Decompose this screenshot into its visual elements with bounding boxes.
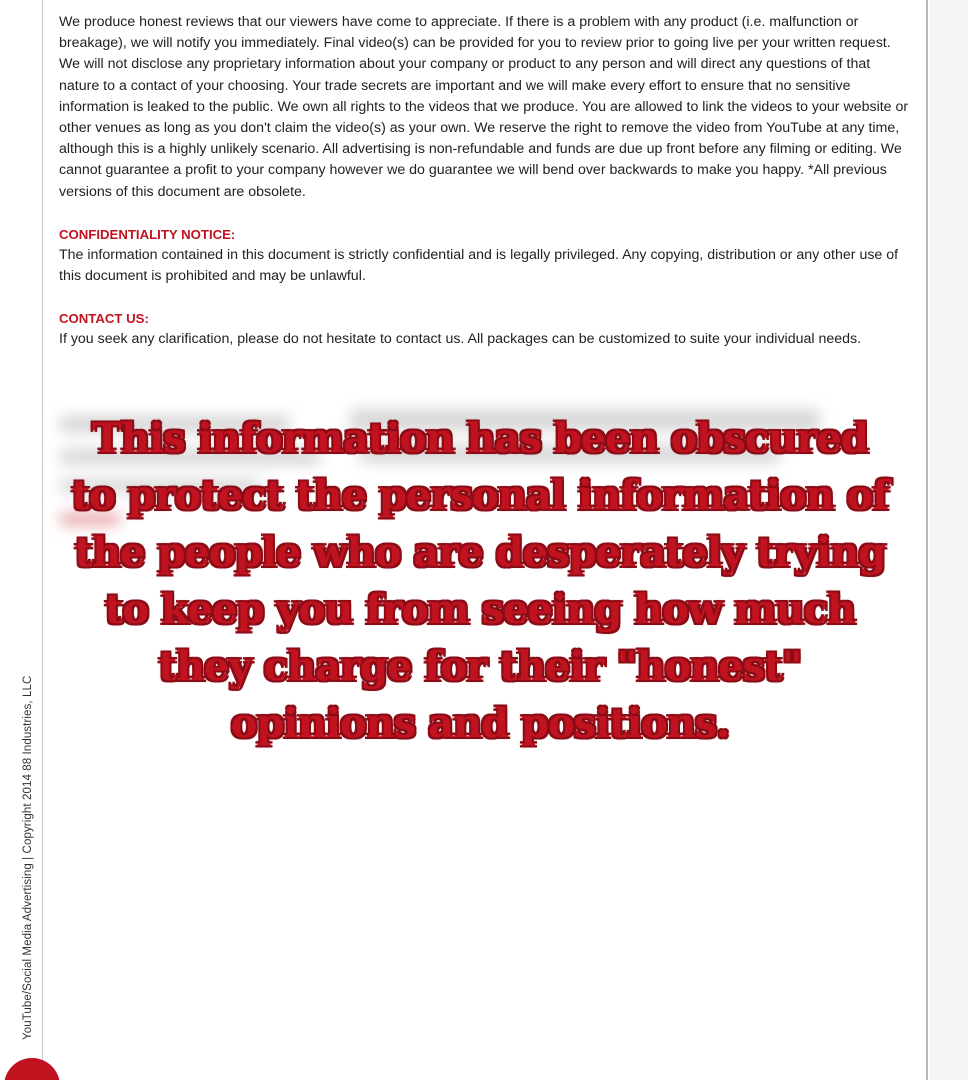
overlay-line: to keep you from seeing how much: [104, 586, 856, 633]
confidentiality-heading: CONFIDENTIALITY NOTICE:: [59, 226, 236, 242]
overlay-line: opinions and positions.: [230, 700, 730, 747]
left-margin: [0, 0, 42, 1080]
overlay-line: they charge for their "honest": [158, 643, 802, 690]
terms-paragraph: We produce honest reviews that our viewers have come to appreciate. If there is a problem with any product (i.e. malfunction or breakage), we will notify you immediately. Final video(s) can be provided for you to review prior to going live per your written request. We will not disclose any proprietary information about your company or product to any person and will direct any questions of that nature to a contact of your choosing. Your trade secrets are important and we will make every effort to ensure that no sensitive information is leaked to the public. We own all rights to the videos that we produce. You are allowed to link the videos to your website or other venues as long as you don't claim the video(s) as your own. We reserve the right to remove the video from YouTube at any time, although this is a highly unlikely scenario. All advertising is non-refundable and funds are due up front before any filming or editing. We cannot guarantee a profit to your company however we do guarantee we will bend over backwards to make you happy. *All previous versions of this document are obsolete.: [59, 14, 909, 200]
overlay-line: to protect the personal information of: [71, 472, 889, 519]
contact-heading: CONTACT US:: [59, 311, 149, 327]
document-body: [59, 12, 909, 350]
side-footer-copyright: YouTube/Social Media Advertising | Copyright 2014 88 Industries, LLC: [22, 675, 34, 1040]
overlay-line: the people who are desperately trying: [74, 529, 886, 576]
right-margin: [930, 0, 968, 1080]
confidentiality-body: The information contained in this document is strictly confidential and is legally privileged. Any copying, distribution or any other use of this document is prohibited and may be unlawful.: [59, 246, 899, 285]
obscured-notice-overlay: [60, 410, 900, 752]
overlay-line: This information has been obscured: [92, 415, 868, 462]
contact-body: If you seek any clarification, please do not hesitate to contact us. All packages can be customized to suite your individual needs.: [59, 331, 862, 348]
